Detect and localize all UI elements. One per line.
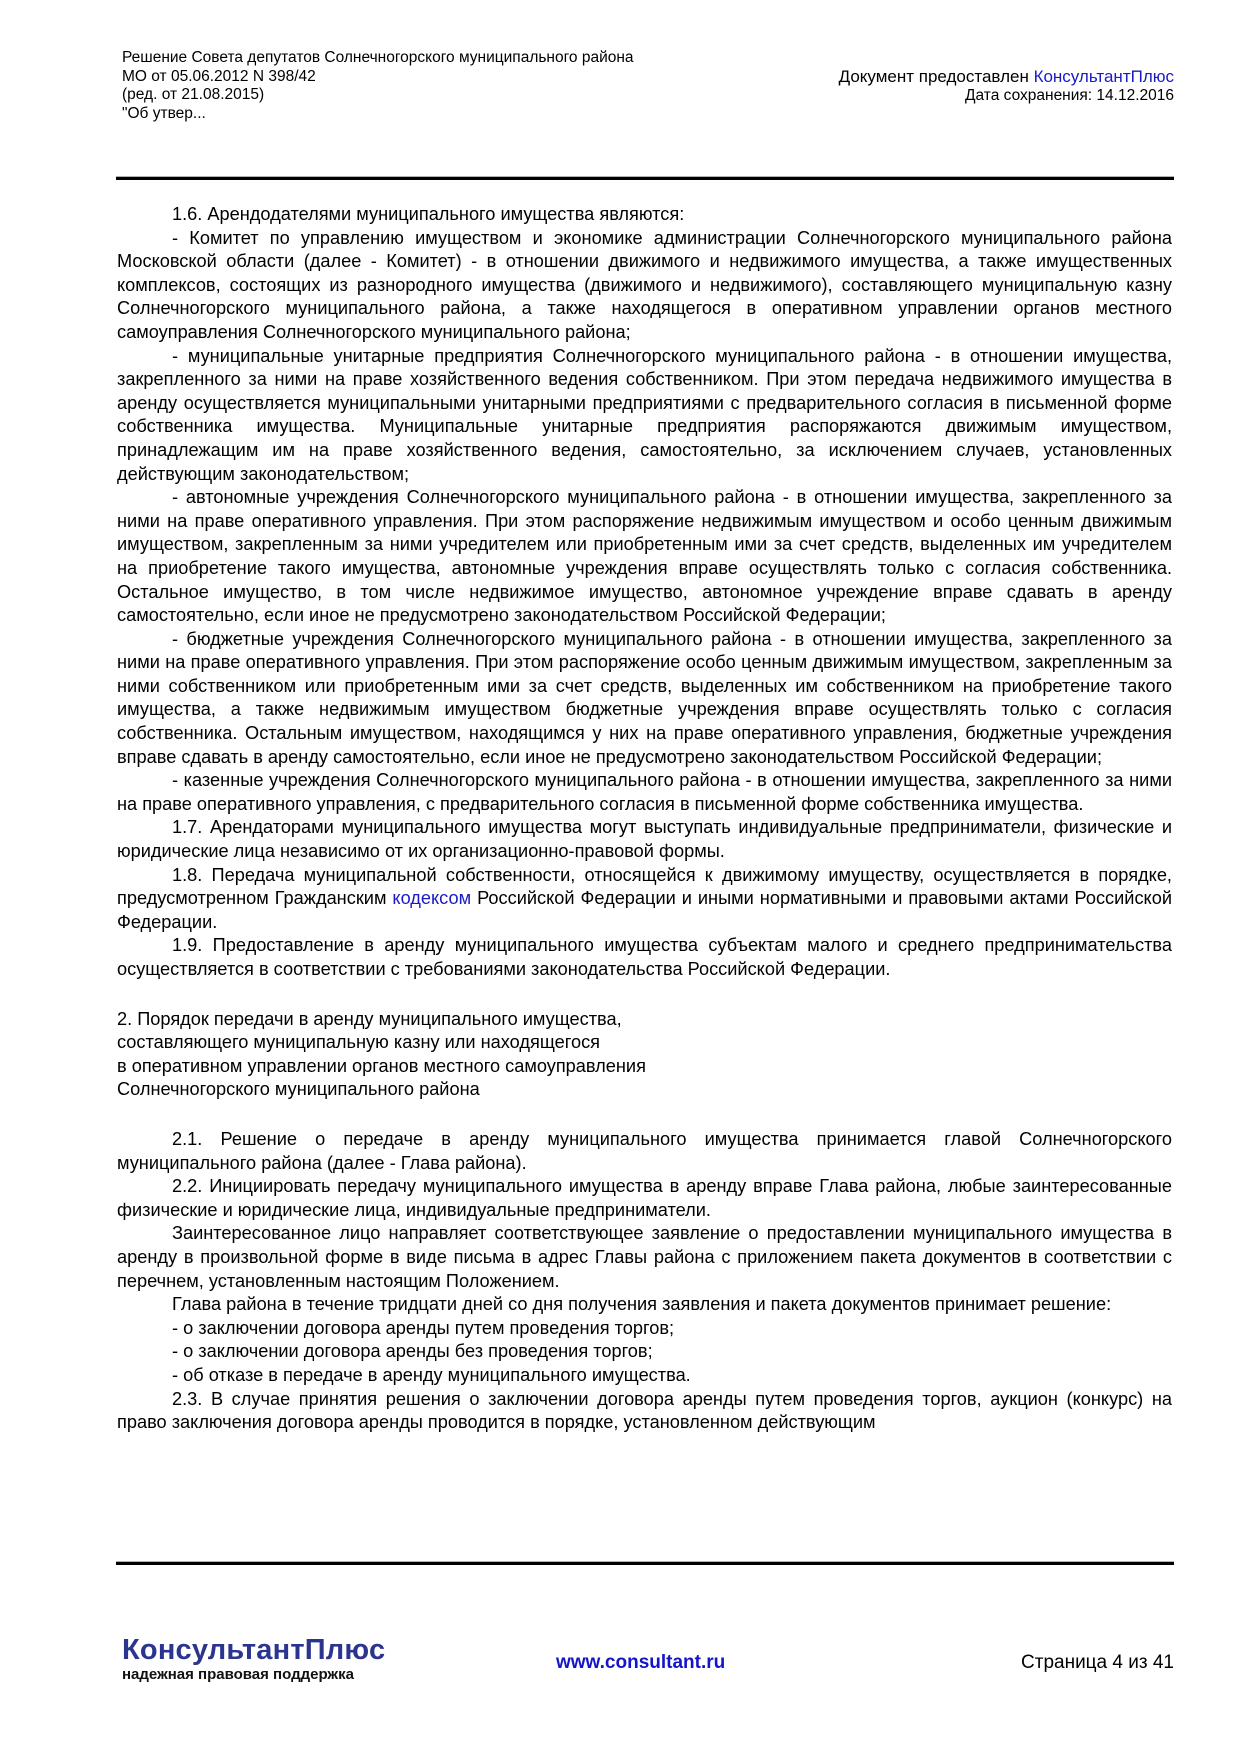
paragraph-2-3: 2.3. В случае принятия решения о заключении договора аренды путем проведения торгов, аукцион (конкурс) на право заключения договора аренды проводится в порядке, установленном действующим xyxy=(117,1388,1172,1433)
list-item-refusal: - об отказе в передаче в аренду муниципального имущества. xyxy=(172,1364,691,1385)
paragraph-unitary-enterprises: - муниципальные унитарные предприятия Солнечногорского муниципального района - в отношении имущества, закрепленного за ними на праве хозяйственного ведения собственником. При этом передача недвижимого имущества в аренду осуществляется муниципальными унитарными предприятиями с предварительного согласия в письменной форме собственника имущества. Муниципальные унитарные предприятия распоряжаются движимым имуществом, принадлежащим им на праве хозяйственного ведения, самостоятельно, за исключением случаев, установленных действующим законодательством; xyxy=(117,345,1172,484)
page-number: Страница 4 из 41 xyxy=(1021,1652,1174,1673)
header-line-3: (ред. от 21.08.2015) xyxy=(122,86,265,103)
civil-code-link[interactable]: кодексом xyxy=(392,888,472,909)
provided-by-prefix: Документ предоставлен xyxy=(838,67,1034,86)
paragraph-1-7: 1.7. Арендаторами муниципального имущества могут выступать индивидуальные предприниматели, физические и юридические лица независимо от их организационно-правовой формы. xyxy=(117,817,1172,862)
document-body xyxy=(117,203,1172,1435)
p18-text-after: Российской Федерации и иными нормативными и правовыми актами Российской Федерации. xyxy=(117,888,1172,932)
paragraph-1-6: 1.6. Арендодателями муниципального имущества являются: xyxy=(172,204,685,224)
header-divider xyxy=(116,176,1174,180)
consultantplus-link[interactable]: КонсультантПлюс xyxy=(1033,67,1174,86)
paragraph-budget-institutions: - бюджетные учреждения Солнечногорского муниципального района - в отношении имущества, закрепленного за ними на праве оперативного управления. При этом распоряжение особо ценным движимым имуществом, закрепленным за ними собственником или приобретенным ими за счет средств, выделенных им собственником на приобретение такого имущества, а также недвижимым имуществом бюджетные учреждения вправе осуществлять только с согласия собственника. Остальным имуществом, находящимся у них на праве оперативного управления, бюджетные учреждения вправе сдавать в аренду самостоятельно, если иное не предусмотрено законодательством Российской Федерации; xyxy=(117,628,1172,767)
paragraph-autonomous-institutions: - автономные учреждения Солнечногорского муниципального района - в отношении имущества, закрепленного за ними на праве оперативного управления. При этом распоряжение недвижимым имуществом и особо ценным движимым имуществом, закрепленным за ними учредителем или приобретенным ими за счет средств, выделенных им учредителем на приобретение такого имущества, автономные учреждения вправе осуществлять только с согласия собственника. Остальное имущество, в том числе недвижимое имущество, автономное учреждение вправе сдавать в аренду самостоятельно, если иное не предусмотрено законодательством Российской Федерации; xyxy=(117,487,1172,626)
logo-tagline: надежная правовая поддержка xyxy=(122,1666,354,1683)
section-2-heading-line-4: Солнечногорского муниципального района xyxy=(117,1079,480,1100)
paragraph-state-institutions: - казенные учреждения Солнечногорского муниципального района - в отношении имущества, закрепленного за ними на праве оперативного управления, с предварительного согласия в письменной форме собственника имущества. xyxy=(117,770,1172,814)
header-line-1: Решение Совета депутатов Солнечногорского муниципального района xyxy=(122,49,634,66)
footer-divider xyxy=(116,1561,1174,1565)
list-item-without-auction: - о заключении договора аренды без проведения торгов; xyxy=(172,1341,653,1362)
section-2-heading xyxy=(117,1008,1172,1102)
website-link[interactable]: www.consultant.ru xyxy=(556,1652,726,1673)
logo-brand-name: КонсультантПлюс xyxy=(122,1634,386,1666)
paragraph-2-1: 2.1. Решение о передаче в аренду муниципального имущества принимается главой Солнечногорского муниципального района (далее - Глава района). xyxy=(117,1128,1172,1173)
paragraph-interested-party: Заинтересованное лицо направляет соответствующее заявление о предоставлении муниципального имущества в аренду в произвольной форме в виде письма в адрес Главы района с приложением пакета документов в соответствии с перечнем, установленным настоящим Положением. xyxy=(117,1223,1172,1291)
paragraph-1-9: 1.9. Предоставление в аренду муниципального имущества субъектам малого и среднего предпринимательства осуществляется в соответствии с требованиями законодательства Российской Федерации. xyxy=(117,935,1172,979)
document-header-title xyxy=(122,49,634,123)
paragraph-2-2: 2.2. Инициировать передачу муниципального имущества в аренду вправе Глава района, любые заинтересованные физические и юридические лица, индивидуальные предприниматели. xyxy=(117,1176,1172,1220)
document-header-source xyxy=(839,67,1174,105)
section-2-heading-line-1: 2. Порядок передачи в аренду муниципального имущества, xyxy=(117,1008,622,1029)
section-2-heading-line-3: в оперативном управлении органов местного самоуправления xyxy=(117,1055,646,1076)
header-line-2: МО от 05.06.2012 N 398/42 xyxy=(122,67,316,85)
paragraph-1-8 xyxy=(117,864,1172,935)
list-item-with-auction: - о заключении договора аренды путем проведения торгов; xyxy=(172,1317,675,1338)
paragraph-head-decision: Глава района в течение тридцати дней со дня получения заявления и пакета документов принимает решение: xyxy=(172,1294,1112,1315)
consultantplus-logo xyxy=(122,1634,385,1684)
p18-text-before: 1.8. Передача муниципальной собственности, относящейся к движимому имуществу, осуществляется в порядке, предусмотренном Гражданским xyxy=(117,864,1172,909)
section-2-heading-line-2: составляющего муниципальную казну или находящегося xyxy=(117,1032,601,1053)
paragraph-committee: - Комитет по управлению имуществом и экономике администрации Солнечногорского муниципального района Московской области (далее - Комитет) - в отношении движимого и недвижимого имущества, а также имущественных комплексов, состоящих из разнородного имущества (движимого и недвижимого), составляющего муниципальную казну Солнечногорского муниципального района, а также находящегося в оперативном управлении органов местного самоуправления Солнечногорского муниципального района; xyxy=(117,227,1172,342)
header-line-4: "Об утвер... xyxy=(122,104,206,122)
saved-date: Дата сохранения: 14.12.2016 xyxy=(965,87,1174,104)
provided-by xyxy=(839,67,1174,86)
